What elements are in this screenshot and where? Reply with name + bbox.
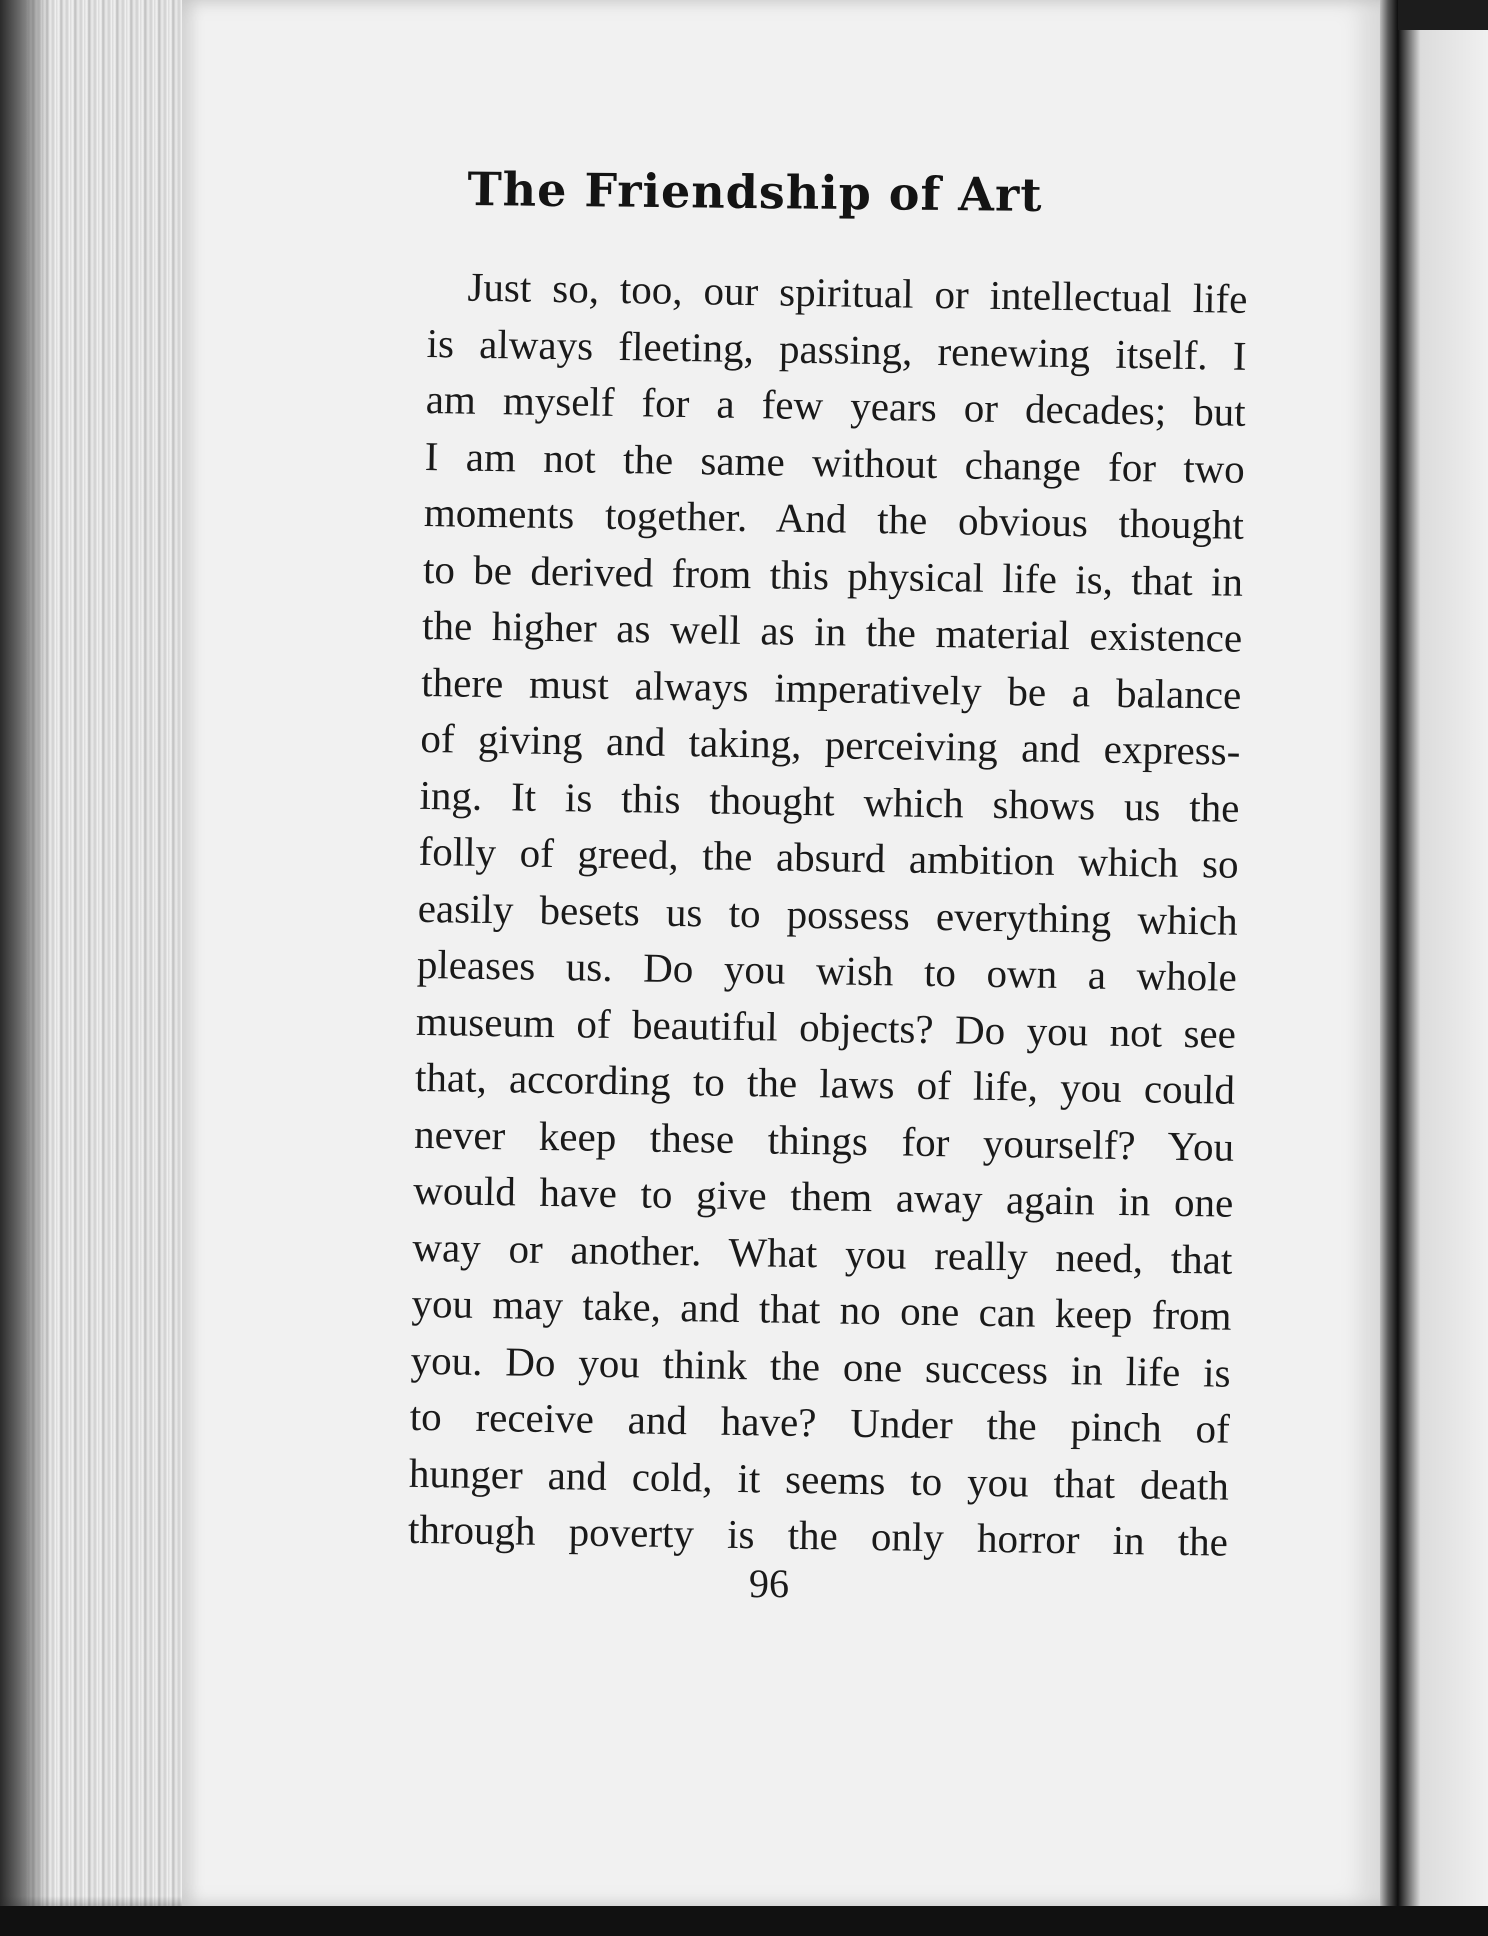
text-line: am myself for a few years or decades; but <box>425 375 1247 435</box>
text-line: you may take, and that no one can keep from <box>411 1279 1232 1339</box>
page-edges <box>0 0 185 1936</box>
text-line: easily besets us to possess everything which <box>417 884 1239 944</box>
text-line: Just so, too, our spiritual or intellectual life <box>467 263 1248 322</box>
text-line: you. Do you think the one success in life is <box>410 1336 1231 1396</box>
running-head: The Friendship of Art <box>467 161 1043 223</box>
text-line: of giving and taking, perceiving and express- <box>420 714 1241 774</box>
text-line: moments together. And the obvious thought <box>423 488 1245 548</box>
text-line: to be derived from this physical life is, that in <box>422 545 1244 605</box>
text-line: to receive and have? Under the pinch of <box>409 1392 1231 1452</box>
book-gutter <box>1380 0 1398 1936</box>
text-line: would have to give them away again in one <box>412 1166 1234 1226</box>
scan-bottom-border <box>0 1906 1488 1936</box>
text-line: way or another. What you really need, that <box>412 1223 1233 1283</box>
text-line: is always fleeting, passing, renewing itself. I <box>426 319 1247 379</box>
text-line: the higher as well as in the material existence <box>421 601 1243 661</box>
body-text <box>408 258 1248 1570</box>
text-line: never keep these things for yourself? You <box>413 1110 1235 1170</box>
text-line: pleases us. Do you wish to own a whole <box>416 940 1238 1000</box>
text-line: hunger and cold, it seems to you that death <box>408 1449 1230 1509</box>
text-line: there must always imperatively be a balance <box>420 658 1242 718</box>
text-line: ing. It is this thought which shows us the <box>419 771 1240 831</box>
page-number: 96 <box>749 1561 789 1606</box>
text-line: folly of greed, the absurd ambition which so <box>418 827 1239 887</box>
facing-page-edge <box>1398 30 1488 1906</box>
text-line: I am not the same without change for two <box>424 432 1246 492</box>
text-line: that, according to the laws of life, you could <box>414 1053 1236 1113</box>
text-line: through poverty is the only horror in the <box>407 1505 1229 1565</box>
text-line: museum of beautiful objects? Do you not see <box>415 997 1237 1057</box>
